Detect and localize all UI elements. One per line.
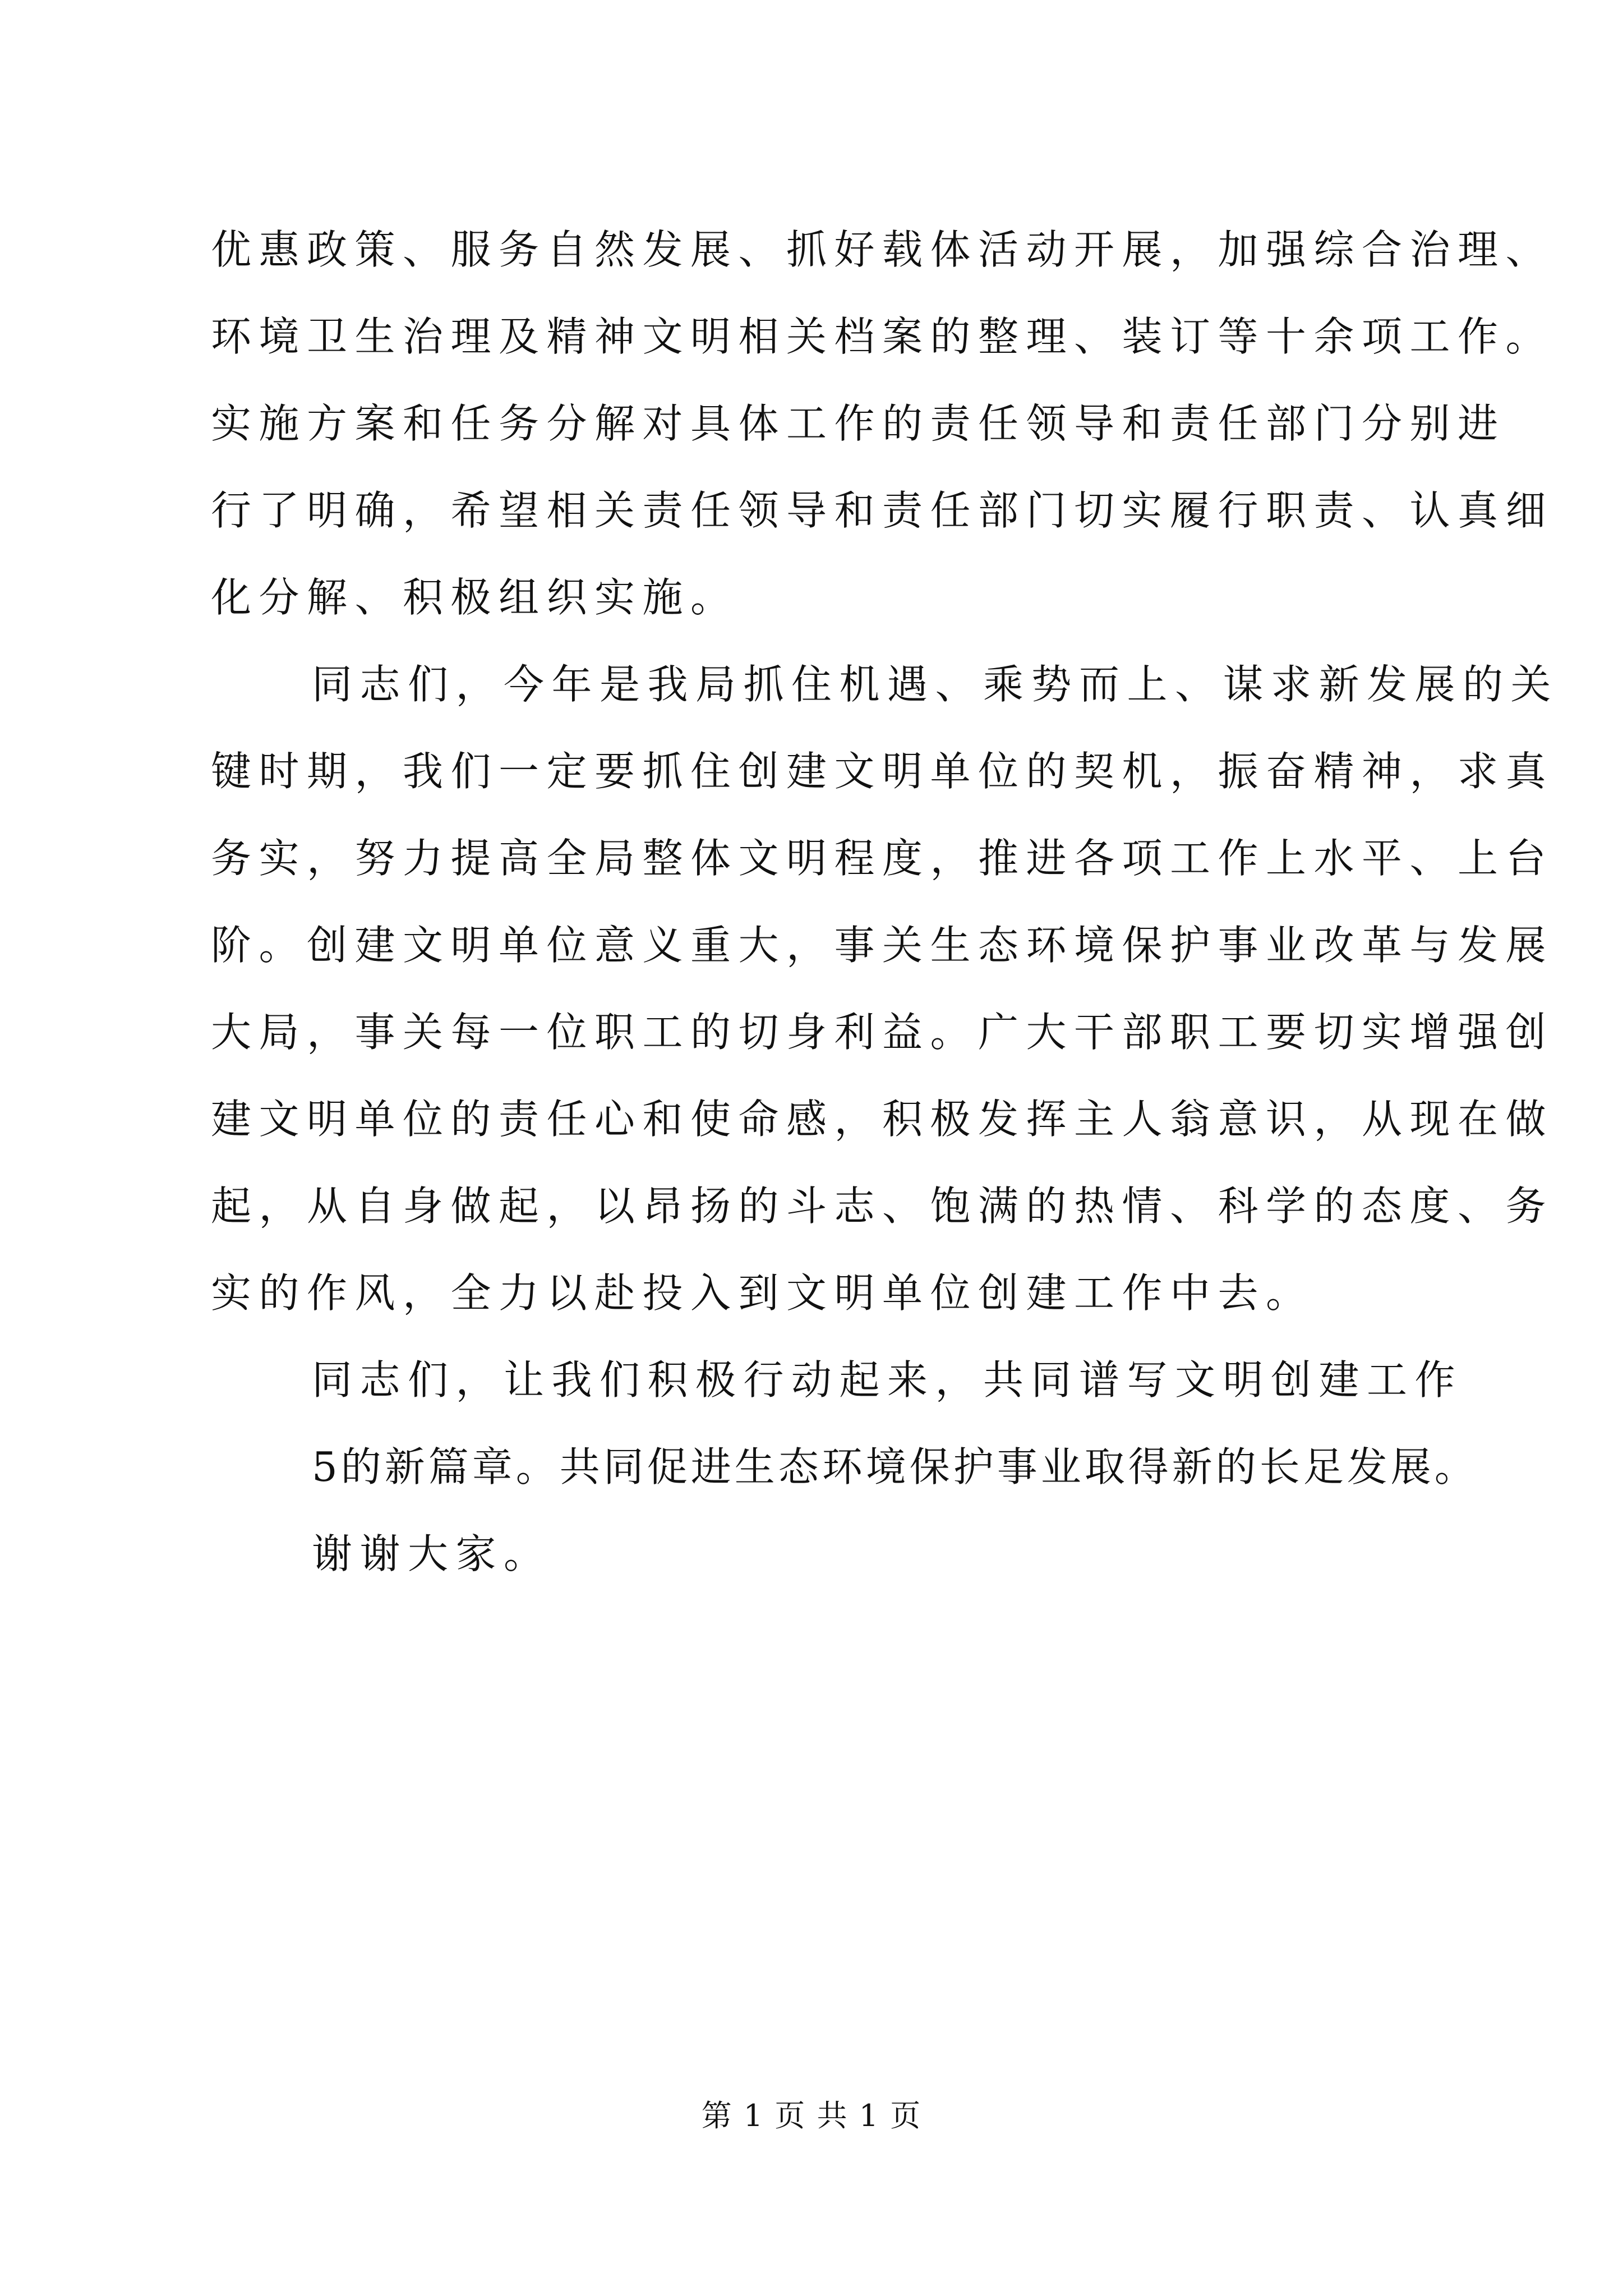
text-line: 实施方案和任务分解对具体工作的责任领导和责任部门分别进 [211,400,1506,447]
text-line: 大局，事关每一位职工的切身利益。广大干部职工要切实增强创 [211,1009,1554,1056]
text-line: 行了明确，希望相关责任领导和责任部门切实履行职责、认真细 [211,487,1554,534]
paragraph-first-line: 同志们，今年是我局抓住机遇、乘势而上、谋求新发展的关 [312,661,1559,708]
document-body [211,206,1559,1598]
text-line: 起，从自身做起，以昂扬的斗志、饱满的热情、科学的态度、务 [211,1182,1554,1230]
text-line: 建文明单位的责任心和使命感，积极发挥主人翁意识，从现在做 [211,1096,1554,1143]
page-number-footer: 第 1 页 共 1 页 [701,2098,922,2133]
text-line: 阶。创建文明单位意义重大，事关生态环境保护事业改革与发展 [211,922,1554,969]
closing-line: 谢谢大家。 [312,1530,552,1577]
text-line: 务实，努力提高全局整体文明程度，推进各项工作上水平、上台 [211,835,1554,882]
text-line: 实的作风，全力以赴投入到文明单位创建工作中去。 [211,1269,1314,1317]
text-line: 键时期，我们一定要抓住创建文明单位的契机，振奋精神，求真 [211,748,1554,795]
text-line: 优惠政策、服务自然发展、抓好载体活动开展，加强综合治理、 [211,226,1554,273]
text-line: 5的新篇章。共同促进生态环境保护事业取得新的长足发展。 [312,1443,1478,1490]
text-line: 环境卫生治理及精神文明相关档案的整理、装订等十余项工作。 [211,313,1554,360]
text-line: 化分解、积极组织实施。 [211,574,739,621]
paragraph-first-line: 同志们，让我们积极行动起来，共同谱写文明创建工作 [312,1356,1463,1404]
